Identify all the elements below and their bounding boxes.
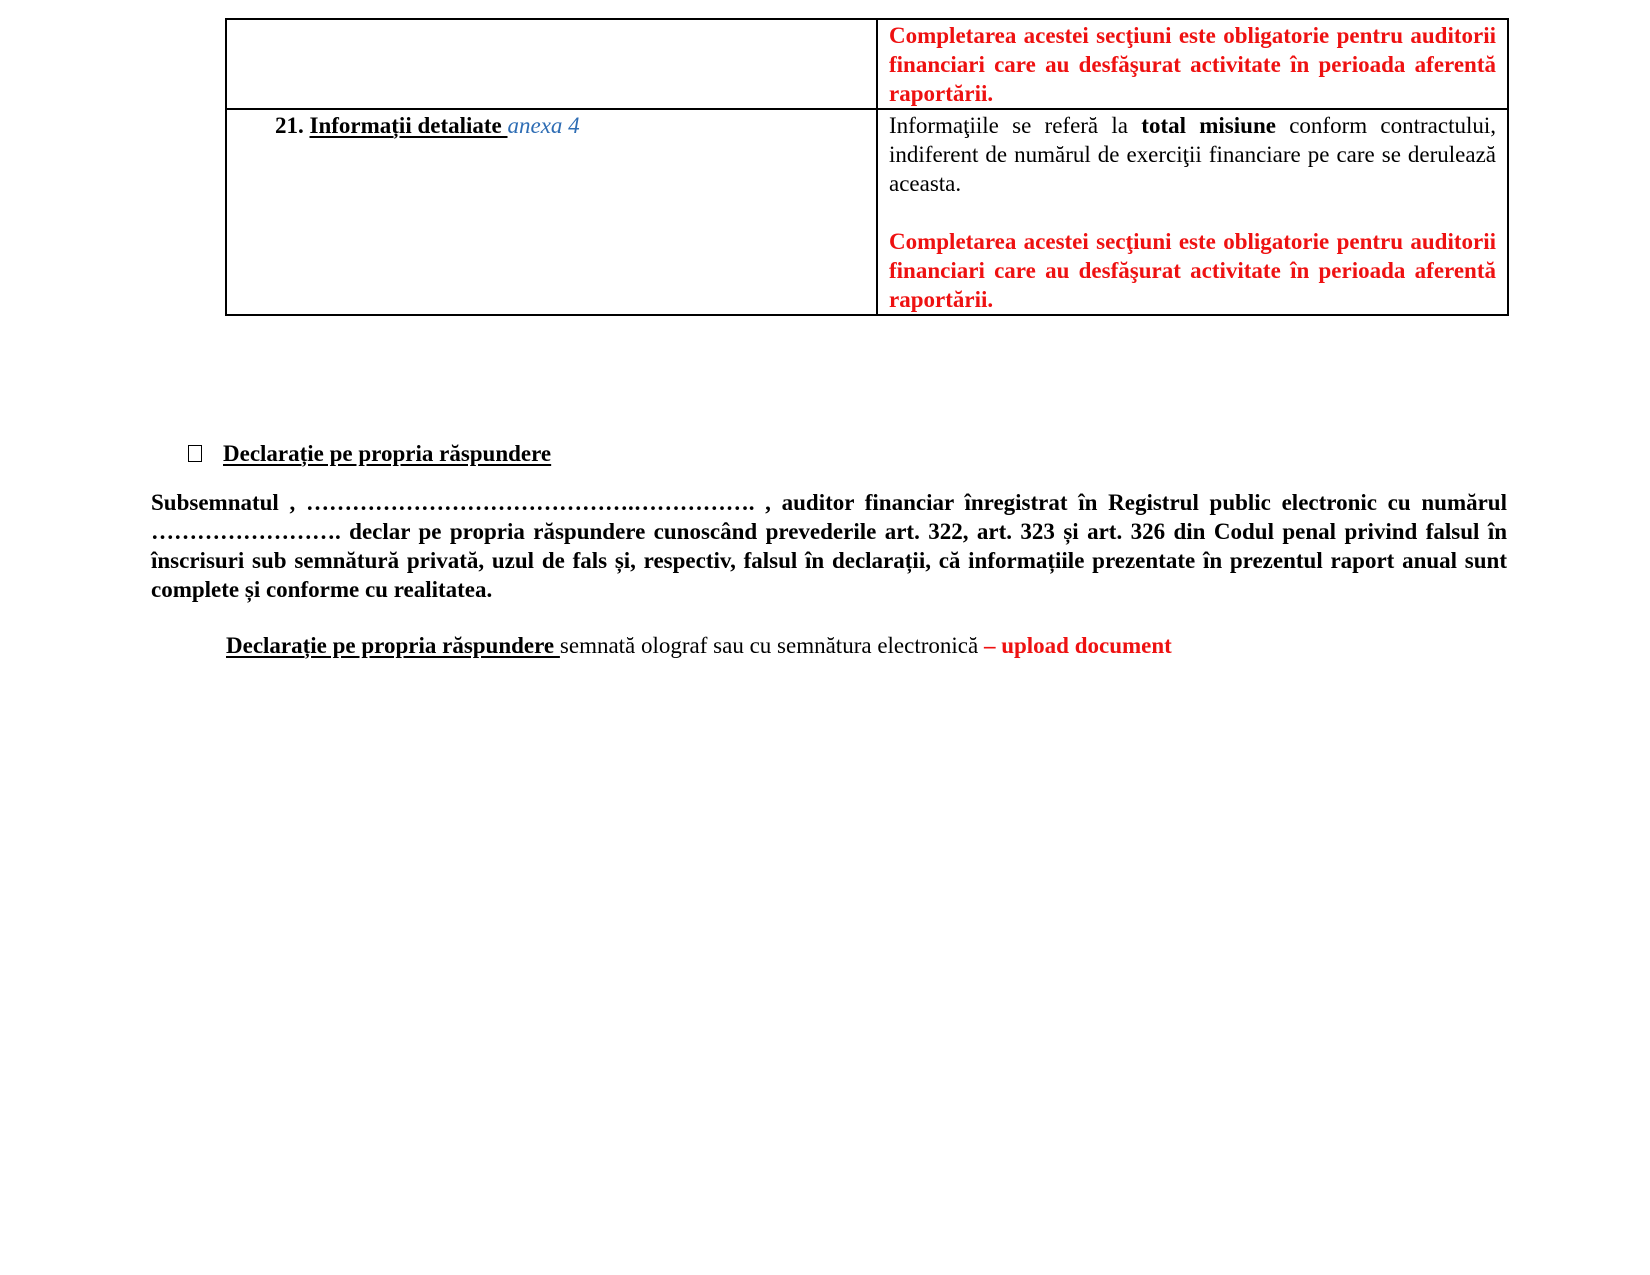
table-cell-notice: [877, 19, 1508, 109]
table-cell-item: [226, 109, 877, 315]
info-text: [889, 111, 1496, 198]
item-21-label: [227, 110, 876, 140]
checkbox-icon[interactable]: [188, 445, 202, 462]
table-cell-empty: [226, 19, 877, 109]
declaration-heading: [188, 441, 551, 467]
item-title: Informații detaliate: [309, 113, 508, 138]
upload-title: Declarație pe propria răspundere: [226, 633, 560, 658]
table-row: [226, 109, 1508, 315]
declaration-paragraph: Subsemnatul , …………………………………….……………. , auditor financiar înregistrat în Registrul public electronic cu numărul ……………………. declar pe propria răspundere cunoscând prevederile art. 322, art. 323 și art. 326 din Codul penal privind falsul în înscrisuri sub semnătură privată, uzul de fals și, respectiv, falsul în declarații, că informațiile prezentate în prezentul raport anual sunt complete și conforme cu realitatea.: [151, 490, 1507, 602]
info-text-end: conform contractului, indiferent de numărul de exerciţii financiare pe care se derulează aceasta.: [889, 113, 1497, 196]
item-number: 21.: [275, 113, 304, 138]
info-text-start: Informaţiile se referă la: [889, 113, 1142, 138]
info-text-bold: total misiune: [1141, 113, 1276, 138]
report-section-table: [225, 18, 1509, 316]
upload-line: [226, 633, 1172, 659]
mandatory-notice: Completarea acestei secţiuni este obligatorie pentru auditorii financiari care au desfăşurat activitate în perioada aferentă raportării.: [889, 23, 1496, 106]
upload-document-link[interactable]: – upload document: [983, 633, 1172, 658]
table-row: [226, 19, 1508, 109]
annex-link[interactable]: anexa 4: [507, 113, 580, 138]
upload-description: semnată olograf sau cu semnătura electronică: [559, 633, 984, 658]
table-cell-info: [877, 109, 1508, 315]
declaration-heading-text: Declarație pe propria răspundere: [223, 441, 552, 466]
mandatory-notice: Completarea acestei secţiuni este obligatorie pentru auditorii financiari care au desfăşurat activitate în perioada aferentă raportării.: [889, 229, 1496, 312]
spacer: [889, 198, 1496, 227]
